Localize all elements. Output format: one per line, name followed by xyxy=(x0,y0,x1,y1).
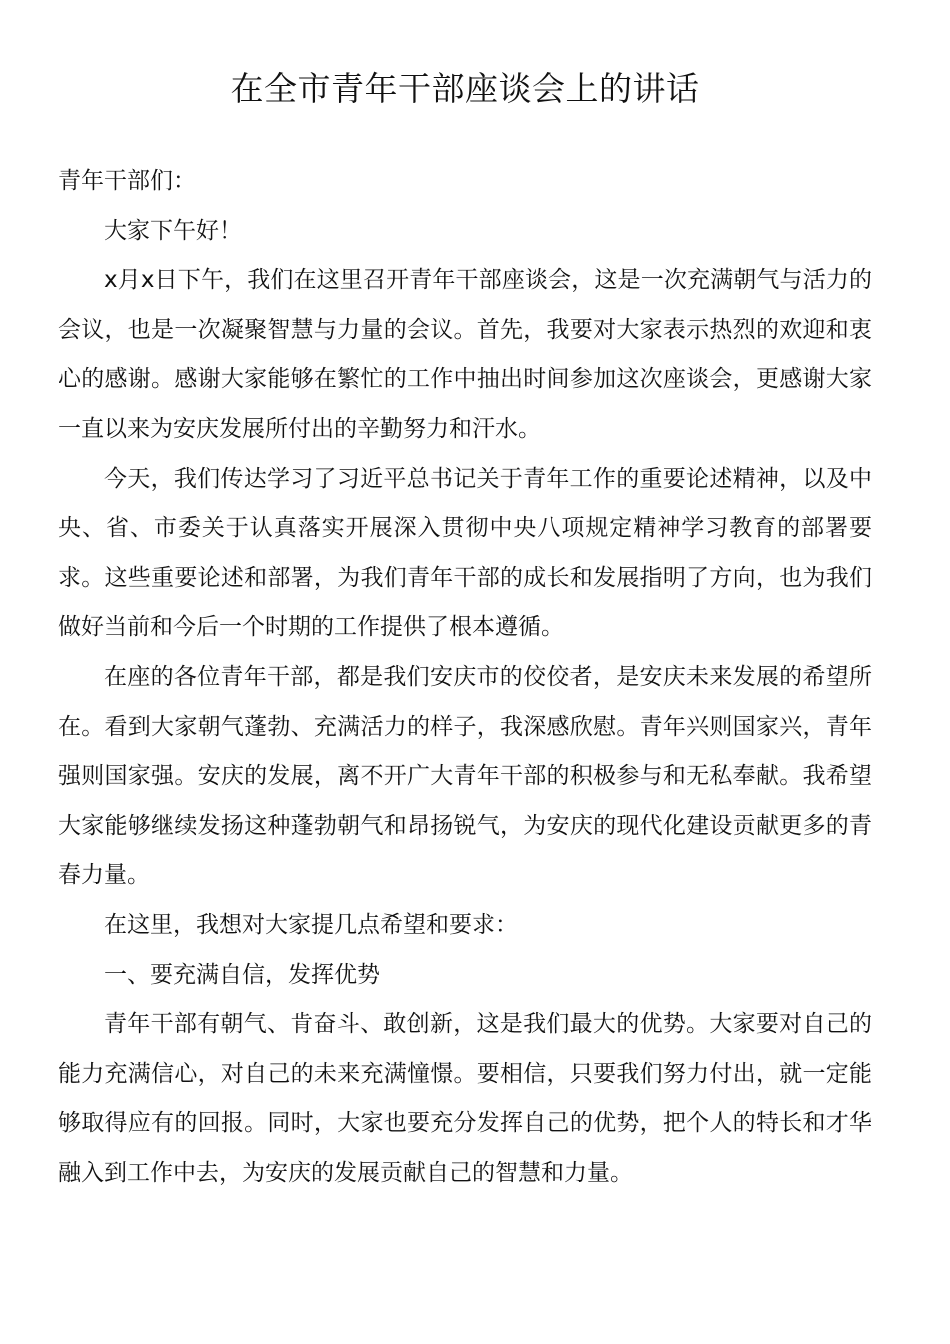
section-heading-1: 一、要充满自信，发挥优势 xyxy=(104,961,380,988)
youth-paragraph: 在座的各位青年干部，都是我们安庆市的佼佼者，是安庆未来发展的希望所在。看到大家朝气蓬勃、充满活力的样子，我深感欣慰。青年兴则国家兴，青年强则国家强。安庆的发展，离不开广大青年干部的积极参与和无私奉献。我希望大家能够继续发扬这种蓬勃朝气和昂扬锐气，为安庆的现代化建设贡献更多的青春力量。 xyxy=(58,663,872,889)
document-title: 在全市青年干部座谈会上的讲话 xyxy=(230,69,700,108)
section-1-paragraph: 青年干部有朝气、肯奋斗、敢创新，这是我们最大的优势。大家要对自己的能力充满信心，对自己的未来充满憧憬。要相信，只要我们努力付出，就一定能够取得应有的回报。同时，大家也要充分发挥自己的优势，把个人的特长和才华融入到工作中去，为安庆的发展贡献自己的智慧和力量。 xyxy=(58,1011,872,1186)
requirements-intro: 在这里，我想对大家提几点希望和要求： xyxy=(104,911,518,938)
salutation: 青年干部们： xyxy=(58,168,196,194)
document-body xyxy=(58,157,872,1198)
greeting-paragraph: 大家下午好！ xyxy=(104,217,242,244)
opening-paragraph: x月x日下午，我们在这里召开青年干部座谈会，这是一次充满朝气与活力的会议，也是一次凝聚智慧与力量的会议。首先，我要对大家表示热烈的欢迎和衷心的感谢。感谢大家能够在繁忙的工作中抽出时间参加这次座谈会，更感谢大家一直以来为安庆发展所付出的辛勤努力和汗水。 xyxy=(58,267,872,442)
study-paragraph: 今天，我们传达学习了习近平总书记关于青年工作的重要论述精神，以及中央、省、市委关于认真落实开展深入贯彻中央八项规定精神学习教育的部署要求。这些重要论述和部署，为我们青年干部的成长和发展指明了方向，也为我们做好当前和今后一个时期的工作提供了根本遵循。 xyxy=(58,465,872,641)
